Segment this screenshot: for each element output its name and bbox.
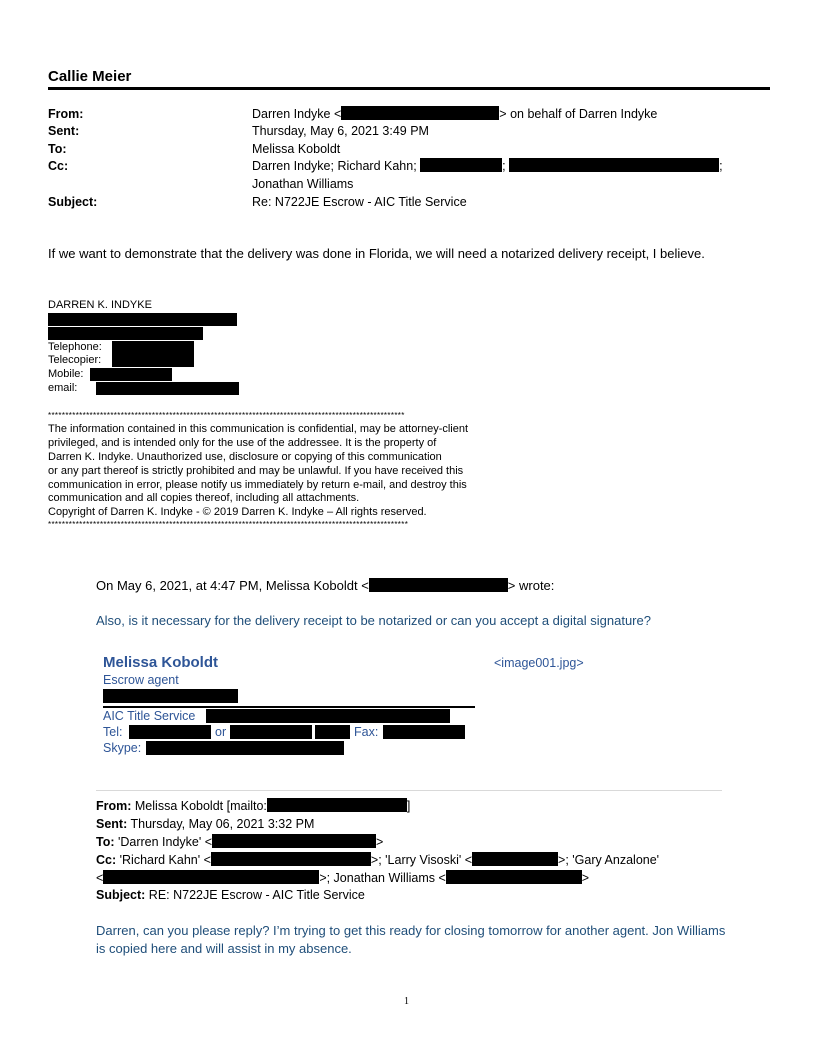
redaction-box	[206, 709, 450, 723]
redaction-box	[90, 368, 172, 381]
card-tel-label: Tel:	[103, 725, 123, 739]
cc-label: Cc:	[48, 159, 69, 173]
original-cc-mid1: >; 'Larry Visoski' <	[370, 853, 473, 867]
from-label: From:	[48, 107, 84, 121]
original-subject-label: Subject:	[96, 888, 146, 902]
redaction-box	[341, 106, 499, 120]
disclaimer-line: Copyright of Darren K. Indyke - © 2019 Darren K. Indyke – All rights reserved.	[48, 506, 427, 518]
original-cc-value: 'Richard Kahn' <	[116, 853, 211, 867]
disclaimer-line: or any part thereof is strictly prohibited and may be unlawful. If you have received this	[48, 465, 464, 477]
redaction-box	[112, 354, 194, 367]
stars-bottom: ********************************************************************************************************	[48, 520, 409, 529]
disclaimer-line: communication and all copies thereof, including all attachments.	[48, 492, 360, 504]
redaction-box	[446, 870, 582, 884]
redaction-box	[383, 725, 465, 739]
from-value	[252, 106, 657, 124]
signature-name: DARREN K. INDYKE	[48, 299, 152, 311]
title-rule	[48, 87, 770, 90]
redaction-box	[48, 327, 203, 340]
cc-separator: ;	[719, 159, 723, 173]
original-to-value: 'Darren Indyke' <	[114, 835, 213, 849]
email-label: email:	[48, 382, 78, 394]
disclaimer-line: Darren K. Indyke. Unauthorized use, disclosure or copying of this communication	[48, 451, 442, 463]
original-from-close: ]	[406, 799, 411, 813]
original-from	[96, 797, 410, 815]
original-cc-line2	[96, 869, 589, 887]
redaction-box	[472, 852, 558, 866]
reply-intro-prefix: On May 6, 2021, at 4:47 PM, Melissa Koboldt <	[96, 578, 369, 593]
redaction-box	[96, 382, 239, 395]
original-cc-mid2: >; 'Gary Anzalone'	[558, 853, 660, 867]
card-skype-label: Skype:	[103, 741, 142, 755]
card-company: AIC Title Service	[103, 709, 196, 723]
cc-separator: ;	[502, 159, 506, 173]
disclaimer-line: communication in error, please notify us immediately by return e-mail, and destroy this	[48, 479, 467, 491]
card-name: Melissa Koboldt	[103, 654, 219, 671]
subject-label: Subject:	[48, 195, 98, 209]
redaction-box	[146, 741, 344, 755]
cc-value-line1	[252, 158, 723, 176]
original-to	[96, 833, 383, 851]
reply-question: Also, is it necessary for the delivery receipt to be notarized or can you accept a digital signature?	[96, 613, 651, 628]
cc-value-line2: Jonathan Williams	[252, 177, 354, 191]
reply-intro-suffix: > wrote:	[507, 578, 555, 593]
original-from-value: Melissa Koboldt [mailto:	[131, 799, 267, 813]
stars-top: *******************************************************************************************************	[48, 411, 405, 420]
to-value: Melissa Koboldt	[252, 142, 341, 156]
original-cc-label: Cc:	[96, 853, 117, 867]
to-label: To:	[48, 142, 67, 156]
card-or-label: or	[215, 725, 227, 739]
reply-intro	[96, 578, 554, 593]
original-cc-line2-end: >	[581, 871, 590, 885]
quote-separator	[96, 790, 722, 791]
redaction-box	[369, 578, 508, 592]
sent-label: Sent:	[48, 124, 80, 138]
redaction-box	[103, 870, 319, 884]
original-cc-line2-mid: >; Jonathan Williams <	[319, 871, 446, 885]
redaction-box	[420, 158, 502, 172]
redaction-box	[212, 834, 376, 848]
from-suffix: > on behalf of Darren Indyke	[499, 107, 658, 121]
subject-value: Re: N722JE Escrow - AIC Title Service	[252, 195, 467, 209]
sent-value: Thursday, May 6, 2021 3:49 PM	[252, 124, 429, 138]
original-from-label: From:	[96, 799, 132, 813]
redaction-box	[315, 725, 350, 739]
redaction-box	[129, 725, 211, 739]
card-image-placeholder: <image001.jpg>	[494, 656, 584, 670]
disclaimer-line: privileged, and is intended only for the use of the addressee. It is the property of	[48, 437, 437, 449]
original-to-label: To:	[96, 835, 115, 849]
redaction-box	[48, 313, 237, 326]
original-cc-line2-start: <	[96, 871, 104, 885]
original-subject-value: RE: N722JE Escrow - AIC Title Service	[145, 888, 365, 902]
card-fax-label: Fax:	[354, 725, 379, 739]
original-cc	[96, 851, 659, 869]
original-sent-label: Sent:	[96, 817, 128, 831]
original-body: Darren, can you please reply? I’m trying to get this ready for closing tomorrow for another agent. Jon Williams is copied here and will assist in my absence.	[96, 923, 726, 956]
page-number: 1	[404, 996, 409, 1007]
redaction-box	[112, 341, 194, 354]
message-body: If we want to demonstrate that the delivery was done in Florida, we will need a notarized delivery receipt, I believe.	[48, 246, 705, 261]
original-sent	[96, 815, 314, 833]
card-role: Escrow agent	[103, 673, 179, 687]
cc-names: Darren Indyke; Richard Kahn;	[252, 159, 417, 173]
from-prefix: Darren Indyke <	[252, 107, 342, 121]
redaction-box	[509, 158, 719, 172]
mobile-label: Mobile:	[48, 368, 84, 380]
original-subject	[96, 886, 365, 904]
card-divider	[103, 706, 475, 708]
original-to-close: >	[376, 835, 384, 849]
disclaimer-line: The information contained in this communication is confidential, may be attorney-client	[48, 423, 469, 435]
redaction-box	[103, 689, 238, 703]
redaction-box	[267, 798, 407, 812]
original-sent-value: Thursday, May 06, 2021 3:32 PM	[127, 817, 315, 831]
page-title: Callie Meier	[48, 68, 132, 85]
redaction-box	[211, 852, 371, 866]
telephone-label: Telephone:	[48, 341, 102, 353]
telecopier-label: Telecopier:	[48, 354, 102, 366]
redaction-box	[230, 725, 312, 739]
